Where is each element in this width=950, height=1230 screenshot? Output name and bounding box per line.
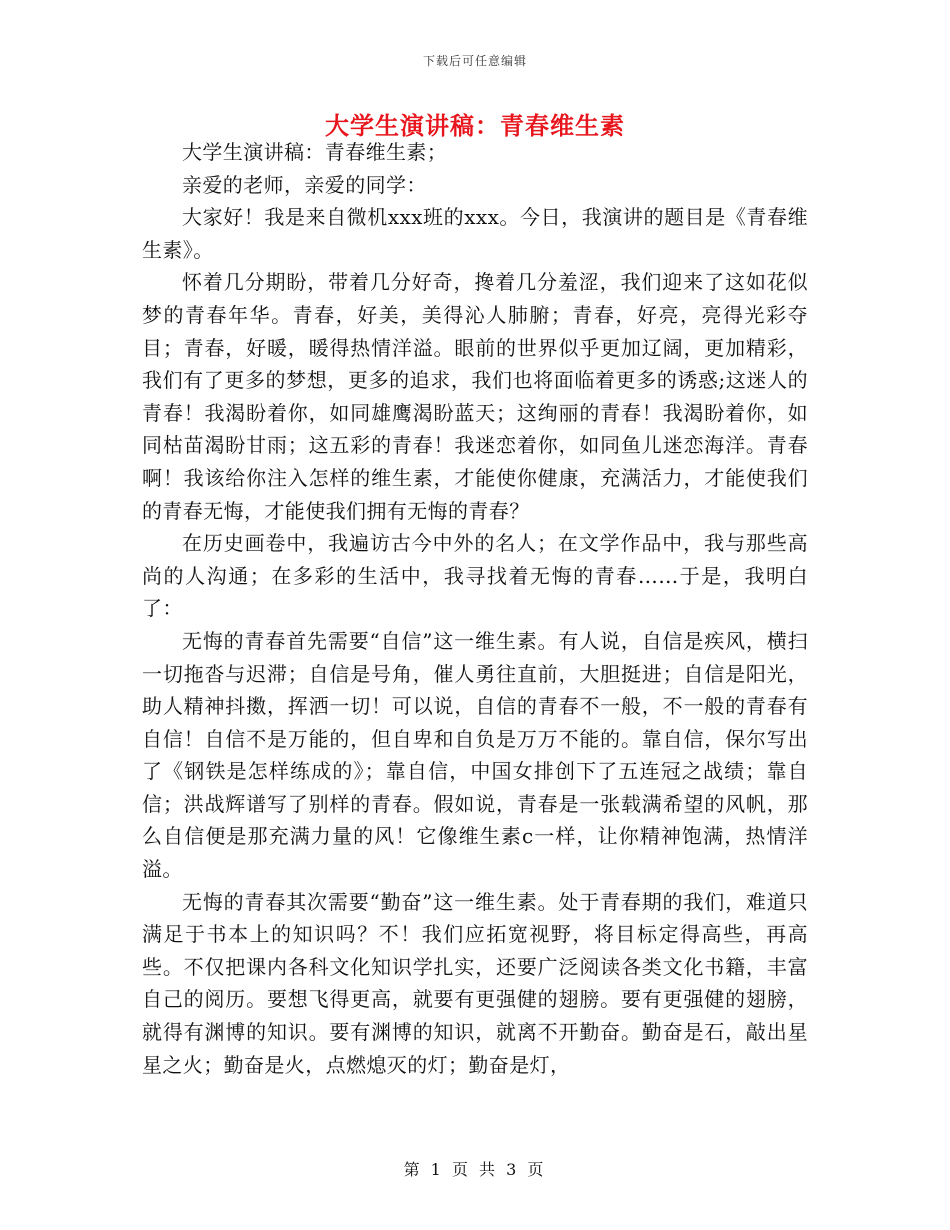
document-title: 大学生演讲稿：青春维生素	[325, 111, 625, 140]
page-number: 第 1 页 共 3 页	[403, 1160, 547, 1179]
paragraph-confidence: 无悔的青春首先需要“自信”这一维生素。有人说，自信是疾风，横扫一切拖沓与迟滞；自信是号角，催人勇往直前，大胆挺进；自信是阳光，助人精神抖擞，挥洒一切！可以说，自信的青春不一般，不一般的青春有自信！自信不是万能的，但自卑和自负是万万不能的。靠自信，保尔写出了《钢铁是怎样练成的》；靠自信，中国女排创下了五连冠之战绩；靠自信；洪战辉谱写了别样的青春。假如说，青春是一张载满希望的风帆，那么自信便是那充满力量的风！它像维生素c一样，让你精神饱满，热情洋溢。	[142, 628, 808, 882]
document-body	[142, 136, 808, 1081]
paragraph-history: 在历史画卷中，我遍访古今中外的名人；在文学作品中，我与那些高尚的人沟通；在多彩的生活中，我寻找着无悔的青春……于是，我明白了：	[142, 531, 808, 621]
paragraph-intro: 大家好！我是来自微机xxx班的xxx。今日，我演讲的题目是《青春维生素》。	[142, 205, 808, 262]
page-header: 下载后可任意编辑	[422, 54, 527, 68]
paragraph-salutation: 亲爱的老师，亲爱的同学：	[182, 172, 427, 197]
paragraph-subtitle: 大学生演讲稿：青春维生素；	[182, 140, 448, 164]
paragraph-diligence: 无悔的青春其次需要“勤奋”这一维生素。处于青春期的我们，难道只满足于书本上的知识吗？不！我们应拓宽视野，将目标定得高些，再高些。不仅把课内各科文化知识学扎实，还要广泛阅读各类文化书籍，丰富自己的阅历。要想飞得更高，就要有更强健的翅膀。要有更强健的翅膀，就得有渊博的知识。要有渊博的知识，就离不开勤奋。勤奋是石，敲出星星之火；勤奋是火，点燃熄灭的灯；勤奋是灯，	[142, 889, 808, 1077]
paragraph-youth: 怀着几分期盼，带着几分好奇，搀着几分羞涩，我们迎来了这如花似梦的青春年华。青春，好美，美得沁人肺腑；青春，好亮，亮得光彩夺目；青春，好暖，暖得热情洋溢。眼前的世界似乎更加辽阔，更加精彩，我们有了更多的梦想，更多的追求，我们也将面临着更多的诱惑;这迷人的青春！我渴盼着你，如同雄鹰渴盼蓝天；这绚丽的青春！我渴盼着你，如同枯苗渴盼甘雨；这五彩的青春！我迷恋着你，如同鱼儿迷恋海洋。青春啊！我该给你注入怎样的维生素，才能使你健康，充满活力，才能使我们的青春无悔，才能使我们拥有无悔的青春？	[142, 270, 808, 523]
